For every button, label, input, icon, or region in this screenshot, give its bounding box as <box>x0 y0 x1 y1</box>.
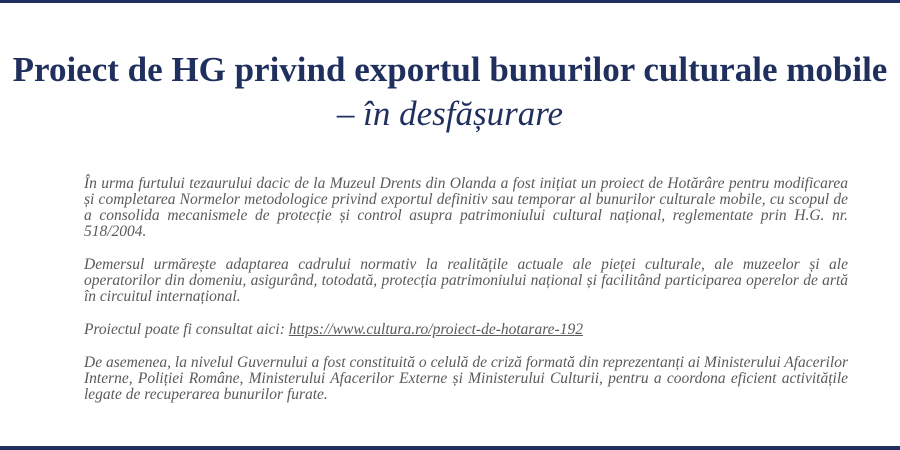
paragraph-link <box>84 322 848 338</box>
link-prefix: Proiectul poate fi consultat aici: <box>84 321 289 338</box>
title-main: Proiect de HG privind exportul bunurilor culturale mobile <box>12 50 888 89</box>
paragraph-crisis-cell: De asemenea, la nivelul Guvernului a fost constituită o celulă de criză formată din reprezentanți ai Ministerului Afacerilor Interne, Poliției Române, Ministerului Afacerilor Externe și Ministerului Culturii, pentru a coordona eficient activitățile legate de recuperarea bunurilor furate. <box>84 354 848 403</box>
bottom-divider <box>0 446 900 450</box>
title-status: în desfășurare <box>363 94 564 133</box>
paragraph-purpose: Demersul urmărește adaptarea cadrului normativ la realitățile actuale ale pieței culturale, ale muzeelor și ale operatorilor din domeniu, asigurând, totodată, protecția patrimoniului național și facilitând participarea operelor de artă în circuitul internațional. <box>84 256 848 305</box>
title-separator: – <box>336 94 364 133</box>
paragraph-intro: În urma furtului tezaurului dacic de la Muzeul Drents din Olanda a fost inițiat un proiect de Hotărâre pentru modificarea și completarea Normelor metodologice privind exportul definitiv sau temporar al bunurilor culturale mobile, cu scopul de a consolida mecanismele de protecție și control asupra patrimoniului cultural național, reglementate prin H.G. nr. 518/2004. <box>84 175 848 240</box>
top-divider <box>0 0 900 3</box>
body-content <box>84 176 848 420</box>
page-title <box>0 48 900 136</box>
project-link[interactable]: https://www.cultura.ro/proiect-de-hotarare-192 <box>288 321 583 338</box>
